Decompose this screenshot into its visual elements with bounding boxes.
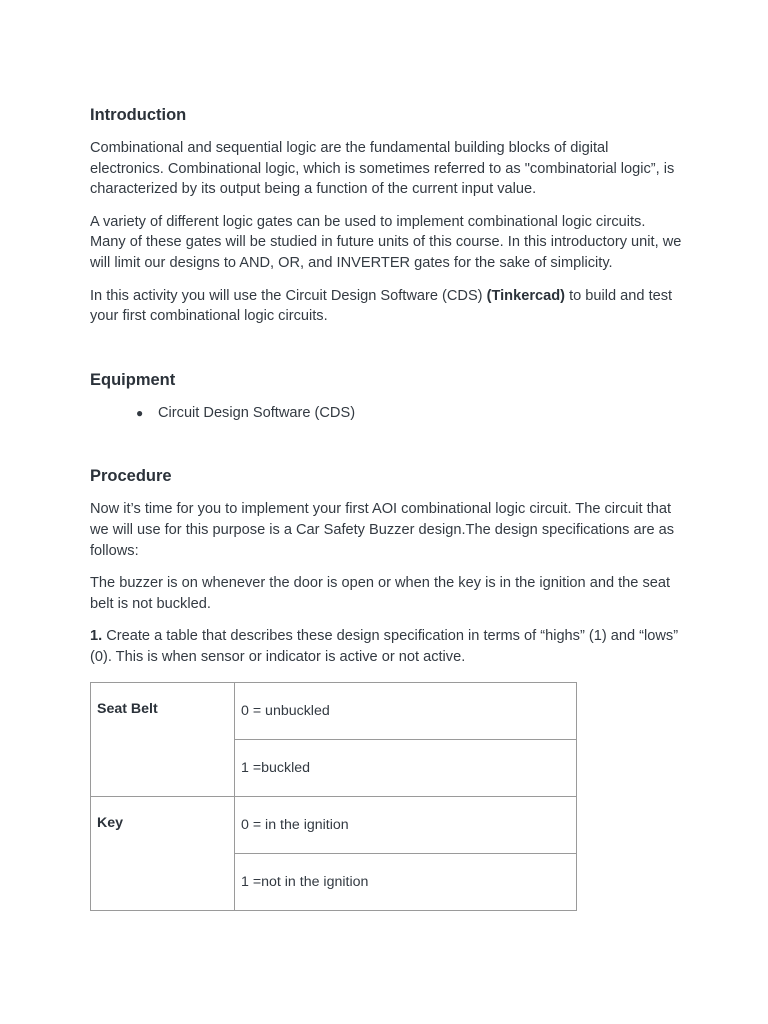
step-text: Create a table that describes these design specification in terms of “highs” (1) and “lows” (0). This is when sensor or indicator is active or not active. bbox=[90, 628, 679, 665]
procedure-paragraph-2: The buzzer is on whenever the door is open or when the key is in the ignition and the seat belt is not buckled. bbox=[90, 575, 671, 612]
table-cell: 1 =not in the ignition bbox=[235, 853, 577, 910]
document-page bbox=[90, 104, 685, 911]
table-cell: 0 = in the ignition bbox=[235, 796, 577, 853]
procedure-paragraph-1: Now it’s time for you to implement your first AOI combinational logic circuit. The circuit that we will use for this purpose is a Car Safety Buzzer design.The design specifications are as follows: bbox=[90, 501, 675, 559]
intro-paragraph-1: Combinational and sequential logic are the fundamental building blocks of digital electronics. Combinational logic, which is sometimes referred to as "combinatorial logic”, is characterized by its output being a function of the current input value. bbox=[90, 140, 675, 198]
row-label-key: Key bbox=[91, 796, 235, 910]
bullet-icon: ● bbox=[136, 405, 144, 420]
introduction-heading: Introduction bbox=[90, 106, 187, 124]
equipment-list-item bbox=[90, 403, 685, 424]
equipment-heading: Equipment bbox=[90, 370, 176, 389]
intro-p3-text-start: In this activity you will use the Circuit Design Software (CDS) bbox=[90, 287, 487, 304]
procedure-step-1 bbox=[90, 626, 685, 667]
equipment-item-label: Circuit Design Software (CDS) bbox=[158, 404, 356, 421]
intro-paragraph-2: A variety of different logic gates can be used to implement combinational logic circuits. Many of these gates will be studied in future units of this course. In this introductory unit, we will limit our designs to AND, OR, and INVERTER gates for the sake of simplicity. bbox=[90, 213, 682, 271]
step-number: 1. bbox=[90, 628, 103, 645]
spec-table bbox=[90, 682, 577, 911]
intro-p3-bold-tinkercad: (Tinkercad) bbox=[486, 287, 566, 304]
table-row bbox=[91, 796, 577, 853]
table-cell: 1 =buckled bbox=[235, 739, 577, 796]
table-row bbox=[91, 682, 577, 739]
intro-p3-text-end: to build and test your first combinational logic circuits. bbox=[90, 287, 673, 325]
row-label-seat-belt: Seat Belt bbox=[91, 682, 235, 796]
procedure-heading: Procedure bbox=[90, 467, 172, 486]
equipment-list bbox=[90, 403, 685, 424]
table-cell: 0 = unbuckled bbox=[235, 682, 577, 739]
intro-paragraph-3 bbox=[90, 286, 685, 327]
